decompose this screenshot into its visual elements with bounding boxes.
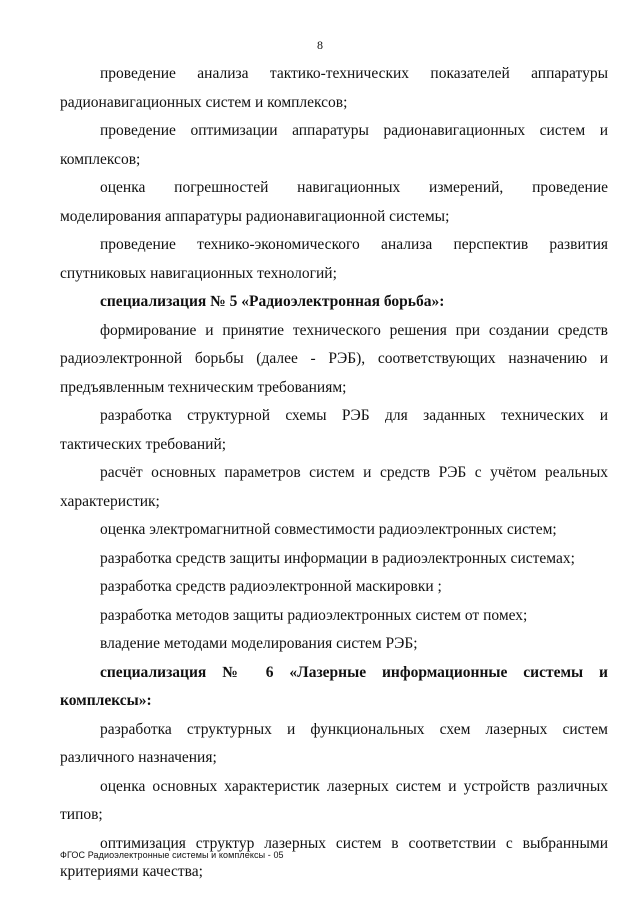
paragraph: оценка основных характеристик лазерных систем и устройств различных типов; (60, 777, 608, 823)
paragraph: оценка погрешностей навигационных измерений, проведение моделирования аппаратуры радионавигационной системы; (60, 179, 608, 225)
paragraph: разработка структурных и функциональных схем лазерных систем различного назначения; (60, 720, 608, 766)
document-footer: ФГОС Радиоэлектронные системы и комплексы - 05 (60, 850, 284, 860)
paragraph: расчёт основных параметров систем и средств РЭБ с учётом реальных характеристик; (60, 464, 608, 510)
specialization-heading: специализация № 6 «Лазерные информационные системы и комплексы»: (60, 663, 608, 709)
paragraph: проведение анализа тактико-технических показателей аппаратуры радионавигационных систем и комплексов; (60, 65, 608, 111)
paragraph: оптимизация структур лазерных систем в соответствии с выбранными критериями качества; (60, 834, 608, 880)
paragraph: владение методами моделирования систем РЭБ; (100, 635, 418, 652)
paragraph: разработка структурной схемы РЭБ для заданных технических и тактических требований; (60, 407, 608, 453)
paragraph: разработка средств защиты информации в радиоэлектронных системах; (100, 549, 575, 567)
paragraph: проведение технико-экономического анализа перспектив развития спутниковых навигационных технологий; (60, 236, 608, 282)
document-body (60, 60, 608, 887)
paragraph: разработка методов защиты радиоэлектронных систем от помех; (100, 606, 528, 624)
specialization-heading: специализация № 5 «Радиоэлектронная борьба»: (100, 293, 445, 310)
paragraph: проведение оптимизации аппаратуры радионавигационных систем и комплексов; (60, 122, 608, 168)
paragraph: разработка средств радиоэлектронной маскировки ; (100, 578, 442, 595)
paragraph: оценка электромагнитной совместимости радиоэлектронных систем; (100, 521, 557, 538)
paragraph: формирование и принятие технического решения при создании средств радиоэлектронной борьбы (далее - РЭБ), соответствующих назначению и предъявленным техническим требованиям; (60, 321, 608, 396)
page-number: 8 (317, 38, 323, 52)
